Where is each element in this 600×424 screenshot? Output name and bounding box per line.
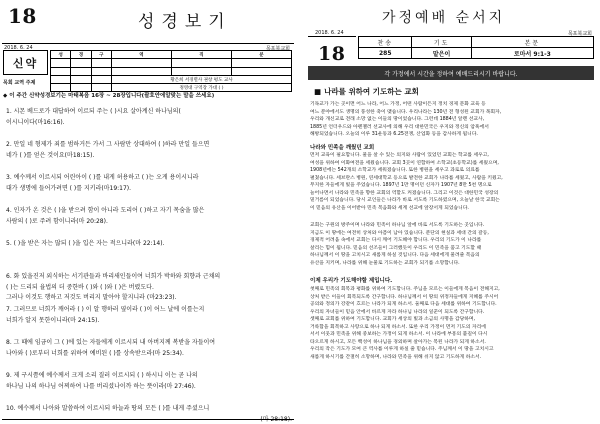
question-text: 1. 시몬 베드로가 대답하여 이르되 주는 ( )시요 살아계신 하나님의( [6,108,181,115]
worship-date: 2018. 6. 24 [315,30,344,36]
question-text: 이시니이다(마16:16). [6,118,65,126]
sermon-paragraph [310,101,594,139]
paragraph-line: 1885년 언더우드와 아펜젤러 선교사에 의해 우리 대한민국은 우지와 정신의 암흑에서 [310,124,489,130]
schedule-cell: 황은희 서경렬사 권창 평도 교사 [111,75,291,83]
paragraph-line: 하나님께서 이 땅을 고치시고 새롭게 하실 것입니다. 다음 세대에게 물려줄 복음의 [310,253,480,258]
paragraph-line: 교회는 구원의 방주이며 나라와 민족이 하나님 앞에 바로 서도록 기도하는 곳입니다. [310,223,485,228]
schedule-cell [71,75,91,83]
sermon-paragraph [310,286,594,361]
question-text: ( )는 드리되 율법의 더 중한바 ( )와 ( )와 ( )은 버렸도다. [6,283,154,291]
paragraph-line: 서서 이웃과 민족을 위해 중보하는 가정이 되게 하소서. 이 나라에 부흥의 불길이 다시 [310,332,488,337]
question-text: 8. 그 때에 임금이 그 ( )에 있는 자들에게 이르시되 내 아버지께 복받을 자들이여 [6,339,216,346]
schedule-header-cell: 구 [91,51,111,59]
order-header-row [359,37,594,48]
schedule-header-cell: 직 [171,51,231,59]
question-item [6,239,294,272]
paragraph-line: 거룩함을 회복하고 사랑으로 하나 되게 하소서. 또한 우리 가정이 먼저 기도의 자리에 [310,324,486,330]
schedule-cell [91,59,111,67]
question-text: 6. 화 있을진저 외식하는 서기관들과 바리새인들이여 너희가 박하와 회향과 근채의 [6,273,221,280]
paragraph-line: 늘어나면서 나라와 민족을 향한 교회의 역할도 커졌습니다. 그리고 이것은 대한민국 성장의 [310,190,499,196]
paragraph-line: 여성을 위하여 이화여전을 세웠습니다. 교회 3곳이 연합하여 소학교(초등학교)를 세웠으며, [310,160,499,166]
question-text: 하나님 나의 하나님 어찌하여 나를 버리셨나이까 하는 뜻이라(마 27:46). [6,382,196,390]
weekly-notice-text: 이 주간 신약성경보기는 마태복음 16장 ~ 28장입니다(괄호안에알맞는 말을 쓰세요) [9,93,215,99]
paragraph-line: 펼쳤습니다. 세브란스 병원, 연세대학교 등으로 발전한 교회가 나라를 세웠고, 사람을 키웠고, [310,175,503,181]
question-text: 7. 그러므로 너희가 깨어라 ( ) 이 알 행하러 옆이라 ( )이 어느 날에 이를는지 [6,306,205,313]
question-text: 2. 만일 네 형제가 죄를 범하거든 가서 그 사람만 상대하여 ( )하라 만일 들으면 [6,141,210,148]
quiz-title: 성경보기 [138,12,232,32]
season-theme: 목회 교역 주제 [3,80,36,86]
question-item [6,140,294,173]
church-name: 목포북교회 [265,46,290,52]
schedule-cell [111,59,171,67]
question-text: 대가 생명에 들어가려면 ( )를 지키라(마19:17). [6,184,132,192]
schedule-cell [91,67,111,75]
schedule-cell [51,67,71,75]
question-item [6,404,294,424]
paragraph-line: 1908년에는 542개의 소학교가 세워졌습니다. 또한 병원을 세우고 과로로 의료를 [310,168,480,173]
paragraph-line: 여느 분야에서도 생명의 풍성한 축이 맺습니다. 우리나라는 130년 전 형성된 교회가 목회자, [310,109,502,115]
bible-quiz-panel [0,0,296,424]
worship-title: 가정예배 순서지 [382,10,506,26]
question-item [6,338,294,371]
hymn-number: 285 [359,48,412,59]
order-header-prayer: 기도 [412,37,471,48]
testament-label: 신약 [3,50,48,75]
question-text: 사람의 ( )로 주려 함이니라(마 20:28). [6,217,108,225]
sermon-title [314,86,419,97]
issue-number: 18 [8,4,37,28]
bullet-icon: ◆ [3,93,8,99]
paragraph-line: 타오르게 하시고, 모든 백성이 하나님을 경외하며 살아가는 복된 나라가 되게 하소서. [310,339,486,345]
paragraph-line: 상처 받은 이들이 회복되도록 간구합니다. 하나님께서 이 땅의 위정자들에게 지혜를 주시어 [310,294,499,300]
paragraph-line: 해방되었습니다. 오늘의 이루 31운동과 6.25전쟁, 산업화 등을 감사하게 됩니다. [310,132,478,137]
paragraph-line: 살리는 힘이 됩니다. 믿음의 선조들이 그러했듯이 우리도 이 민족을 품고 기도할 때 [310,245,482,251]
scripture-reference: 로마서 9:1-3 [471,48,593,59]
paragraph-line: 첫째로 민족의 회복과 평화를 위하여 기도합니다. 주님을 모르는 이들에게 복음이 전해지고, [310,287,500,292]
schedule-row [51,75,292,83]
sermon-paragraph [310,152,594,212]
paragraph-line: 우리의 작은 기도가 모여 큰 역사를 이루게 하실 줄 믿습니다. 주님께서 이 땅을 고치시고 [310,347,494,352]
reading-schedule-table [50,50,292,92]
top-divider [2,43,294,44]
question-item [6,173,294,206]
worship-notice-banner: 각 가정에서 시간을 정하여 예배드리시기 바랍니다. [308,66,594,80]
paragraph-line: 무지한 자들에게 빛을 주었습니다. 1897년 1만 명이던 신자가 1907년 8만 5천 명으로 [310,183,492,188]
question-item [6,272,294,305]
schedule-cell [171,67,231,75]
question-text: 네가 ( )를 얻은 것이요(마18:15). [6,151,95,159]
paragraph-line: 셋째로 교회를 위하여 기도합니다. 교회가 세상의 빛과 소금의 사명을 감당하며, [310,317,476,322]
subsection-title: 이제 우리가 기도해야할 제입니다. [310,278,393,284]
sermon-title-text: 나라를 위하여 기도하는 교회 [324,87,419,96]
question-item [6,206,294,239]
paragraph-line: 먼저 교육이 필요합니다. 물을 살 수 있는 의지와 사람이 있었던 교회는 학교를 세우고, [310,153,489,158]
schedule-header-cell: 분 [231,51,291,59]
question-item [6,371,294,404]
paragraph-line: 유산을 지키며, 나라를 위해 눈물로 기도하는 교회가 되기를 소망합니다. [310,260,460,266]
schedule-header-cell: 성 [51,51,71,59]
prayer-leader: 맡은이 [412,48,471,59]
question-text: 4. 인자가 온 것은 ( )을 받으려 함이 아니라 도리어 ( )하고 자기 목숨을 많은 [6,207,205,214]
schedule-cell [71,59,91,67]
question-item [6,107,294,140]
schedule-header-cell: 역 [111,51,171,59]
schedule-cell [171,59,231,67]
question-text: 나아와 ( )로부터 너희를 위하여 예비된 ( )를 상속받으라(마 25:34). [6,349,184,357]
bottom-divider [2,419,294,420]
question-text: 3. 예수께서 이르시되 어린아이 ( )를 내게 허용하고 ( )는 오게 용이시니라 [6,174,199,181]
subsection-title: 나라와 민족을 깨웠던 교회 [310,145,375,151]
question-item [6,305,294,338]
schedule-cell [51,75,71,83]
schedule-cell [111,67,171,75]
worship-order-table [358,36,594,59]
paragraph-line: 우리와 개신교로 전래 소망 없는 이들의 땅이었습니다. 그런데 1884년 알렌 선교사, [310,117,485,122]
schedule-cell [71,67,91,75]
question-text: 너희가 알지 못한이니라(마 24:15). [6,316,100,324]
paragraph-line: 지금도 이 땅에는 여전히 상처와 아픔이 남아 있습니다. 분단의 현실과 세대 간의 갈등, [310,230,489,236]
schedule-header-cell: 경 [71,51,91,59]
question-list [6,107,294,424]
schedule-cell [231,67,291,75]
paragraph-line: 경제적 어려움 속에서 교회는 다시 깨어 기도해야 합니다. 우리의 기도가 이 나라를 [310,238,482,243]
family-worship-panel [306,0,598,424]
paragraph-line: 우리의 자녀들이 믿음 안에서 바르게 자라 하나님 나라의 일꾼이 되도록 간구합니다. [310,309,485,315]
paragraph-line: 기독교가 가는 곳이면 어느 나라, 어느 가정, 어떤 사람이든지 정치 경제 문화 교육 등 [310,102,486,107]
schedule-cell [51,59,71,67]
schedule-row [51,67,292,75]
order-header-scripture: 본문 [471,37,593,48]
schedule-row [51,59,292,67]
schedule-cell: 정영대 구역장 가대 ( ) [111,84,291,92]
question-reference: (마 28:18). [260,415,292,423]
worship-number: 18 [318,43,346,65]
question-text: 9. 제 구시쯤에 예수께서 크게 소리 질러 이르시되 ( ) 하시니 이는 곧 나의 [6,372,198,379]
schedule-cell [231,59,291,67]
schedule-cell [91,75,111,83]
order-value-row [359,48,594,59]
schedule-header-row [51,51,292,59]
question-text: 5. ( )을 받은 자는 많되 ( )을 입은 자는 적으니라(마 22:14). [6,240,165,247]
issue-date: 2018. 6. 24 [4,45,33,51]
worship-church-name: 목포북교회 [567,31,592,37]
paragraph-line: 새롭게 하시기를 간절히 소망하며, 나라와 민족을 위해 쉬지 않고 기도하게 하소서. [310,354,482,360]
sermon-paragraph [310,222,594,267]
question-text: 그러나 이것도 행하고 저것도 버리지 말아야 할지니라 (마23:23). [6,294,177,302]
question-text: 10. 예수께서 나아와 말씀하여 이르시되 하늘과 땅의 모든 ( )를 내게 주셨으니 [6,405,210,412]
order-header-hymn: 찬송 [359,37,412,48]
weekly-notice [3,91,214,99]
paragraph-line: 공의와 정의가 강같이 흐르는 나라가 되게 하소서. 둘째로 다음 세대를 위하여 기도합니다. [310,302,497,307]
bullet-icon: ■ [314,87,322,96]
paragraph-line: 밑거름이 되었습니다. 당시 교인들은 나라가 바로 서도록 기도하였으며, 오늘날 한국 교회는 [310,198,500,203]
paragraph-line: 이 믿음의 유산을 이어받아 민족 복음화와 세계 선교에 앞장서게 되었습니다. [310,205,469,211]
